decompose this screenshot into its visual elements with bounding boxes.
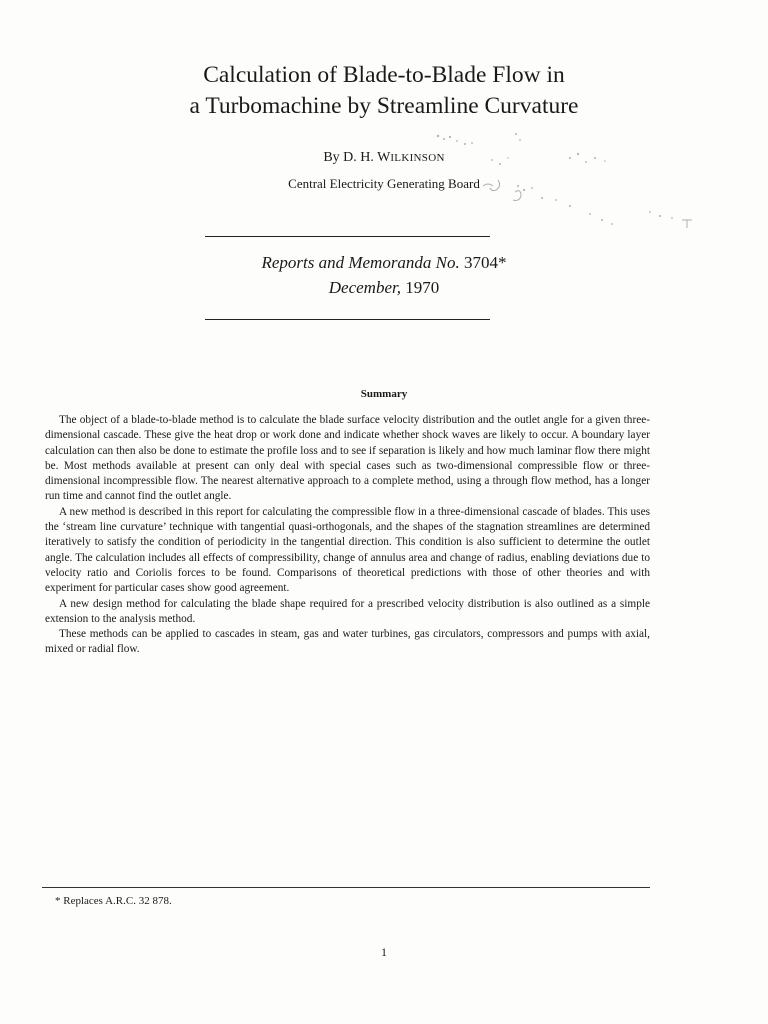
summary-body <box>45 413 650 658</box>
report-top-rule <box>205 236 490 237</box>
report-year: 1970 <box>400 278 440 297</box>
author-affiliation: Central Electricity Generating Board <box>288 176 480 191</box>
page-number: 1 <box>381 945 387 959</box>
paper-title-line-1: Calculation of Blade-to-Blade Flow in <box>203 62 565 88</box>
paper-title-line-2: a Turbomachine by Streamline Curvature <box>189 93 579 119</box>
summary-paragraph-1: The object of a blade-to-blade method is to calculate the blade surface velocity distribution and the outlet angle for a given three-dimensional cascade. These give the heat drop or work done and indicate whether shock waves are likely to occur. A boundary layer calculation can then also be done to estimate the profile loss and to see if separation is likely and how much laminar flow there might be. Most methods available at present can only deal with special cases such as two-dimensional compressible flow or three-dimensional incompressible flow. The nearest alternative approach to a complete method, using a through flow method, has a longer run time and cannot find the outlet angle. <box>45 414 650 503</box>
report-date <box>0 276 768 300</box>
summary-paragraph-2: A new method is described in this report for calculating the compressible flow in a three-dimensional cascade of blades. This uses the ‘stream line curvature’ technique with tangential quasi-orthogonals, and the shapes of the stagnation streamlines are determined iteratively to satisfy the condition of periodicity in the tangential direction. This condition is also sufficient to determine the outlet angle. The calculation includes all effects of compressibility, change of annulus area and change of radius, enabling deviations due to velocity ratio and Coriolis forces to be found. Comparisons of theoretical predictions with those of other theories and with experiment for particular cases show good agreement. <box>45 505 650 595</box>
author-surname-rest: ILKINSON <box>390 152 445 164</box>
summary-paragraph-3: A new design method for calculating the blade shape required for a prescribed velocity distribution is also outlined as a simple extension to the analysis method. <box>45 597 650 625</box>
report-number <box>0 251 768 275</box>
summary-paragraph-4: These methods can be applied to cascades in steam, gas and water turbines, gas circulators, compressors and pumps with axial, mixed or radial flow. <box>45 628 650 656</box>
footnote: * Replaces A.R.C. 32 878. <box>55 895 172 907</box>
report-id: 3704* <box>459 253 507 272</box>
author-surname-initial: W <box>377 150 391 165</box>
summary-heading: Summary <box>360 388 408 400</box>
report-series: Reports and Memoranda No. <box>261 253 460 272</box>
byline-prefix: By D. H. <box>323 150 378 165</box>
report-bottom-rule <box>205 319 490 320</box>
library-stamp <box>420 128 700 238</box>
footnote-rule <box>42 887 650 888</box>
report-month: December, <box>328 278 401 297</box>
